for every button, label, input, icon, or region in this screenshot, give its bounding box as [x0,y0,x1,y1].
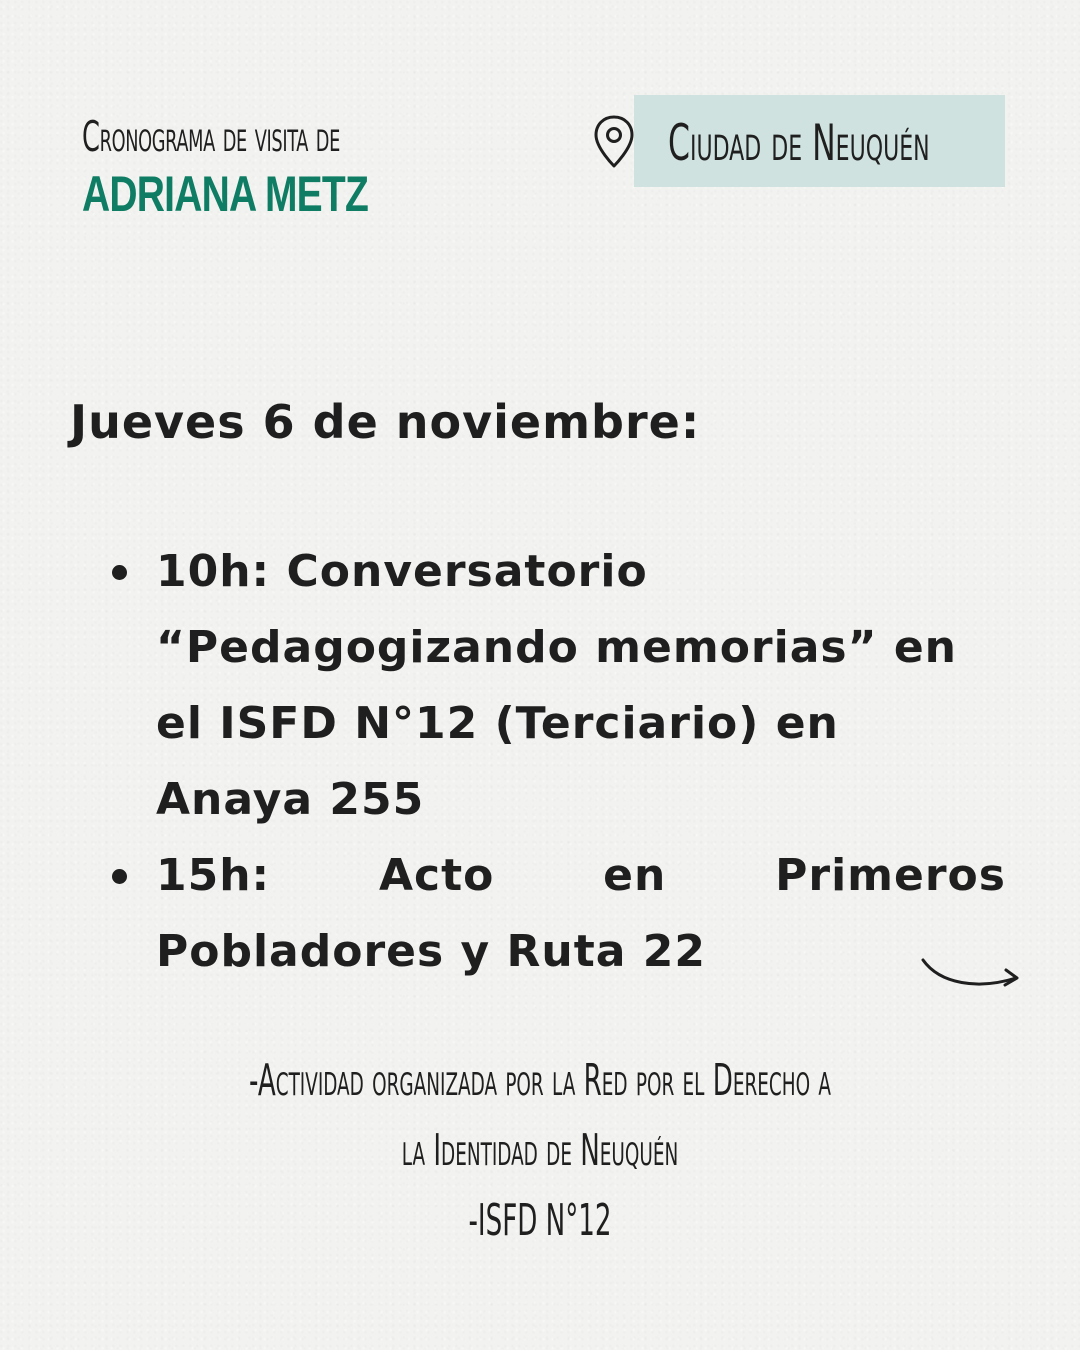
event-item [156,838,1006,990]
map-pin-icon [592,114,636,170]
speaker-name: ADRIANA METZ [82,166,369,222]
event-line: 10h: Conversatorio [156,546,648,597]
bullet [112,869,127,884]
header-subtitle: Cronograma de visita de [82,112,341,161]
footer-line: -ISFD N°12 [468,1195,612,1246]
event-line: Pobladores y Ruta 22 [156,926,706,977]
footer-line: -Actividad organizada por la Red por el Derecho a [249,1055,831,1106]
event-line: Anaya 255 [156,774,425,825]
bullet [112,565,127,580]
event-word: 15h: [156,850,271,901]
footer-line: la Identidad de Neuquén [401,1125,679,1176]
event-list [156,534,1006,990]
event-line: “Pedagogizando memorias” en [156,622,957,673]
event-word: Primeros [775,850,1006,901]
event-line [156,838,1006,914]
location-text: Ciudad de Neuquén [668,114,930,172]
event-line: el ISFD N°12 (Terciario) en [156,698,839,749]
day-heading: Jueves 6 de noviembre: [70,395,701,449]
event-item [156,534,1006,838]
curved-arrow-right-icon [918,952,1026,996]
event-word: en [603,850,667,901]
footer [0,1046,1080,1256]
location-badge [634,95,1005,187]
event-word: Acto [378,850,495,901]
